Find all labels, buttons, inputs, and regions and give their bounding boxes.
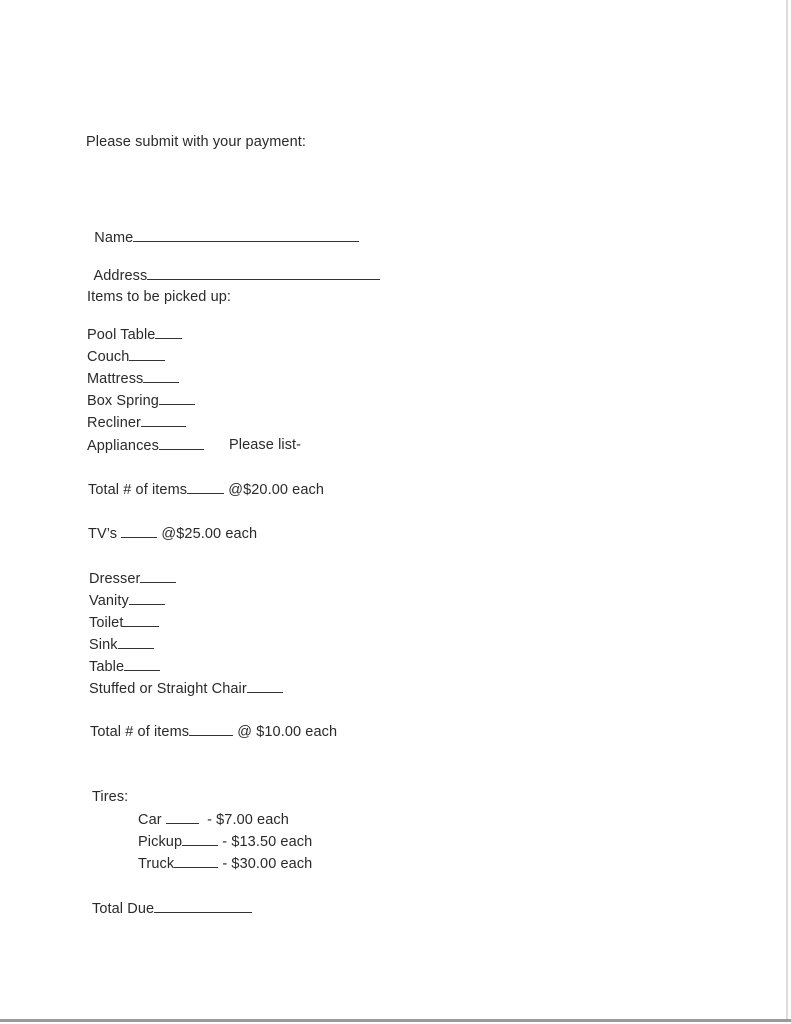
tire-blank[interactable] [166, 810, 199, 824]
price-text: @$25.00 each [161, 526, 258, 542]
item-recliner[interactable] [87, 413, 186, 432]
tvs-line[interactable] [88, 524, 257, 543]
item-blank[interactable] [124, 657, 160, 671]
total-due-blank[interactable] [154, 899, 252, 913]
page-edge-right [786, 0, 788, 1020]
item-label: Sink [89, 637, 118, 653]
item-blank[interactable] [247, 679, 283, 693]
tire-car[interactable] [138, 810, 289, 829]
appliances-note: Please list- [229, 437, 302, 453]
item-blank[interactable] [123, 613, 159, 627]
item-label: Appliances [87, 438, 159, 454]
total-label: Total # of items [90, 724, 190, 740]
tvs-blank[interactable] [121, 524, 157, 538]
item-blank[interactable] [118, 635, 154, 649]
tire-blank[interactable] [182, 832, 218, 846]
item-blank[interactable] [159, 391, 195, 405]
item-dresser[interactable] [89, 569, 176, 588]
item-label: Couch [87, 349, 130, 365]
item-sink[interactable] [89, 635, 154, 654]
item-appliances[interactable] [87, 436, 204, 455]
total-items-10[interactable] [90, 722, 337, 741]
item-label: Pool Table [87, 327, 156, 343]
item-label: Recliner [87, 415, 141, 431]
tires-heading: Tires: [92, 789, 129, 805]
price-text: - $30.00 each [222, 856, 313, 872]
name-label: Name [94, 230, 134, 246]
item-label: Toilet [89, 615, 124, 631]
address-field[interactable] [86, 248, 380, 285]
item-box-spring[interactable] [87, 391, 195, 410]
name-field[interactable] [86, 210, 359, 247]
address-blank[interactable] [147, 266, 380, 280]
tire-label: Pickup [138, 834, 183, 850]
address-label: Address [93, 268, 148, 284]
items-heading: Items to be picked up: [87, 289, 232, 305]
item-blank[interactable] [140, 569, 176, 583]
item-toilet[interactable] [89, 613, 159, 632]
price-text: - $13.50 each [222, 834, 313, 850]
total-label: Total # of items [88, 482, 188, 498]
item-blank[interactable] [155, 325, 182, 339]
item-blank[interactable] [141, 413, 186, 427]
item-label: Vanity [89, 593, 129, 609]
total-items-20[interactable] [88, 480, 324, 499]
total-blank[interactable] [189, 722, 233, 736]
item-blank[interactable] [129, 591, 165, 605]
item-label: Table [89, 659, 125, 675]
item-blank[interactable] [143, 369, 179, 383]
item-mattress[interactable] [87, 369, 179, 388]
item-couch[interactable] [87, 347, 165, 366]
item-label: Stuffed or Straight Chair [89, 681, 247, 697]
item-chair[interactable] [89, 679, 283, 698]
item-label: Dresser [89, 571, 141, 587]
tvs-label: TV’s [88, 526, 118, 542]
page-edge-bottom [0, 1019, 791, 1022]
tire-label: Car [138, 812, 162, 828]
price-text: - $7.00 each [207, 812, 289, 828]
total-blank[interactable] [187, 480, 224, 494]
item-table[interactable] [89, 657, 160, 676]
item-label: Box Spring [87, 393, 159, 409]
item-pool-table[interactable] [87, 325, 182, 344]
price-text: @$20.00 each [228, 482, 325, 498]
total-due-field[interactable] [92, 899, 252, 918]
tire-truck[interactable] [138, 854, 312, 873]
item-blank[interactable] [159, 436, 204, 450]
tire-pickup[interactable] [138, 832, 312, 851]
item-vanity[interactable] [89, 591, 165, 610]
item-label: Mattress [87, 371, 144, 387]
name-blank[interactable] [133, 228, 359, 242]
total-due-label: Total Due [92, 901, 155, 917]
tire-blank[interactable] [174, 854, 218, 868]
intro-text: Please submit with your payment: [86, 134, 306, 150]
tire-label: Truck [138, 856, 175, 872]
price-text: @ $10.00 each [237, 724, 338, 740]
item-blank[interactable] [129, 347, 165, 361]
